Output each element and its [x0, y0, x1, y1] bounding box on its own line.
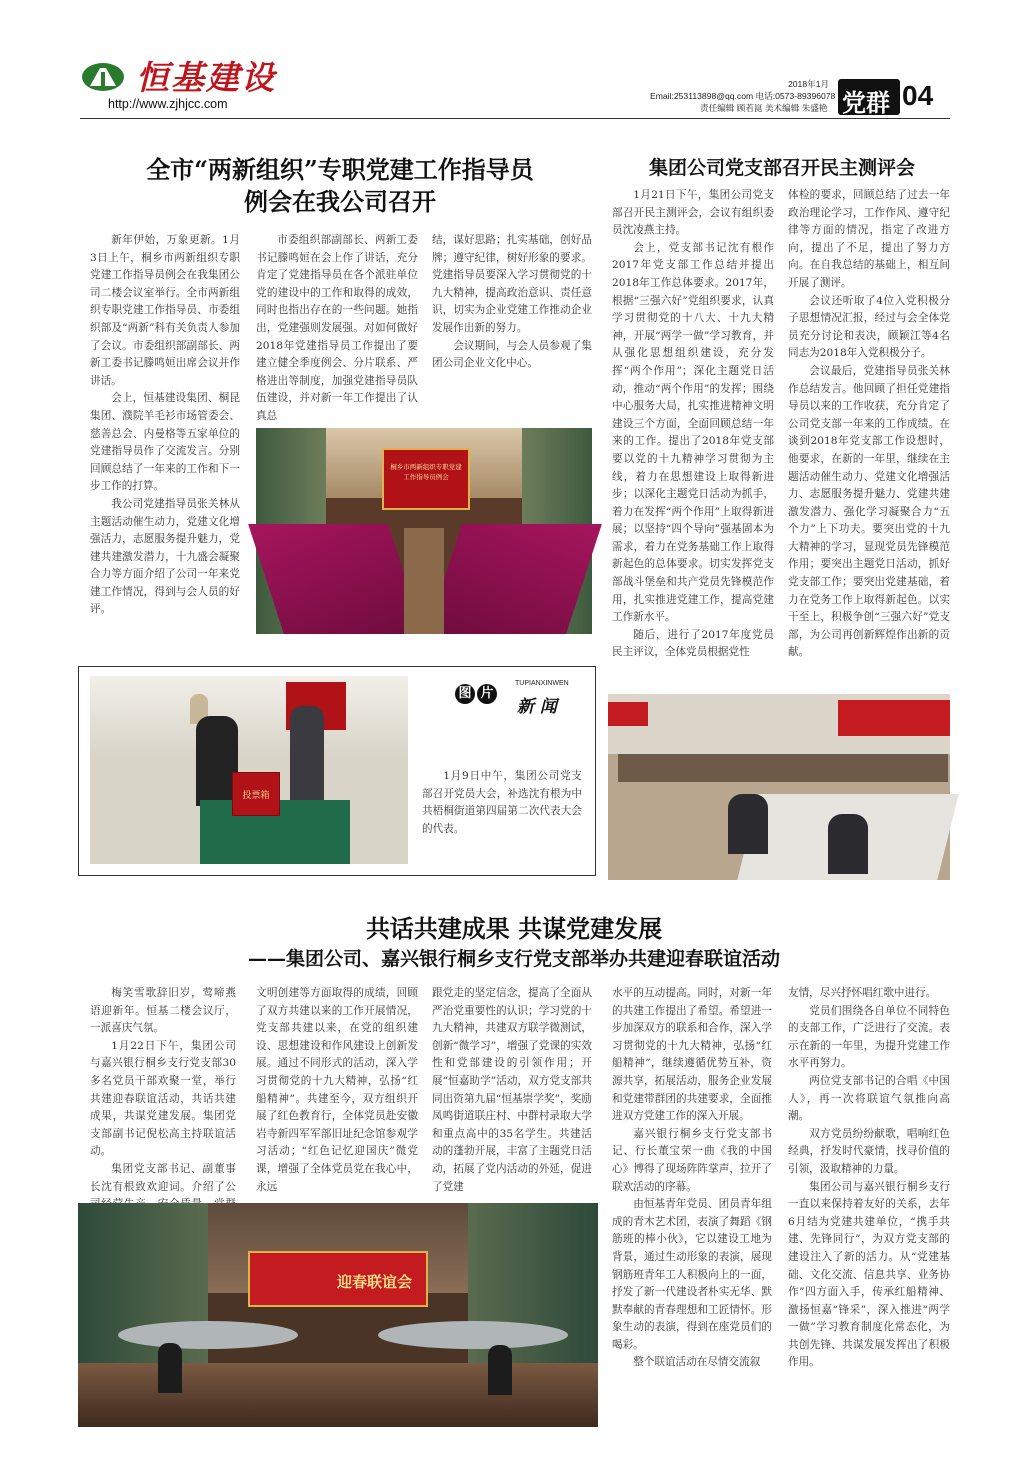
paragraph-continued: 水平的互动提高。同时，对新一年的共建工作提出了希望。希望进一步加深双方的联系和合作，深入学习贯彻党的十九大精神，弘扬“红船精神”，继续遵循优势互补，资源共享，拓展活动，服务企业发展和党建带群团的共建要求，全面推进双方党建工作的深入开展。: [612, 987, 772, 1123]
ballot-box: [232, 772, 280, 816]
paragraph: 整个联谊活动在尽情交流叙: [633, 1356, 761, 1369]
meeting-room-photo: [256, 428, 592, 634]
badge-char-1: 图: [455, 684, 475, 704]
badge-word: 新 闻: [517, 697, 557, 717]
masthead-url: http://www.zjhjcc.com: [108, 97, 228, 111]
company-logo-icon: [80, 60, 126, 94]
evaluation-meeting-photo: [608, 694, 950, 880]
paragraph: 集团公司与嘉兴银行桐乡支行一直以来保持着友好的关系，去年6月结为党建共建单位，“携手共建、先锋同行”，为双方党支部的建设注入了新的活力。从“党建基础、文化交流、信息共享、业务协作”四方面入手，传承红船精神、激扬恒嘉“锋采”，深入推进“两学一做”学习教育制度化常态化，为共创先锋、共谋发展发挥出了积极作用。: [788, 1180, 950, 1369]
article3-subtitle: ——集团公司、嘉兴银行桐乡支行党支部举办共建迎春联谊活动: [247, 948, 780, 970]
article3-title: 共话共建成果 共谋党建发展: [365, 914, 663, 943]
badge-char-2: 片: [477, 684, 497, 704]
article1-col3: [432, 232, 592, 422]
paragraph: 党员们围绕各自单位不同特色的支部工作，广泛进行了交流。表示在新的一年里，为提升党建工作水平再努力。: [788, 1004, 950, 1070]
meeting-banner: [382, 448, 470, 510]
article3-col5: [788, 985, 950, 1435]
paragraph: 会上，党支部书记沈有根作2017年党支部工作总结并提出2018年工作总体要求。2017年，根据“三强六好”党组织要求，认真学习贯彻党的十八大、十九大精神，开展“两学一做”学习教育，并从强化思想组织建设，充分发挥“两个作用”；深化主题党日活动，推动“两个作用”的发挥；围绕中心服务大局，扎实推进精神文明建设三个方面，全面回顾总结一年来的工作。提出了2018年党支部要以党的十九精神学习贯彻为主线，着力在思想建设上取得新进步；以深化主题党日活动为抓手，着力在发挥“两个作用”上取得新进展；以坚持“四个导向”强基固本为需求，着力在党务基础工作上取得新起色的总体要求。切实发挥党支部战斗堡垒和共产党员先锋模范作用，扎实推进党建工作，提高党建工作新水平。: [612, 241, 774, 624]
banquet-hall-photo: [78, 1203, 598, 1427]
photo-news-caption: [422, 768, 582, 848]
issue-date: 2018年1月: [788, 79, 830, 89]
paragraph: 会议最后，党建指导员张关林作总结发言。他回顾了担任党建指导员以来的工作收获，充分肯定了公司党支部一年来的工作成绩。在谈到2018年党支部工作设想时，他要求，在新的一年里，继续在主题活动催生动力、党建文化增强活力、志愿服务提升魅力、党建共建激发潜力、强化学习凝聚合力“五个力”上下功夫。要突出党的十九大精神的学习，显现党员先锋模范作用；要突出主题党日活动，抓好党支部工作；要突出党建基础，着力在党务工作上取得新起色。以实干至上，积极争创“三强六好”党支部，为公司再创新辉煌作出新的贡献。: [788, 364, 950, 659]
paragraph-continued: 友情，尽兴抒怀唱红歌中进行。: [788, 987, 937, 999]
photo-news-badge: [455, 680, 585, 716]
paragraph-continued: 结，谋好思路；扎实基础，创好品牌；遵守纪律，树好形象的要求。党建指导员要深入学习贯彻党的十九大精神，提高政治意识、责任意识，切实为企业党建工作推动企业发展作出新的努力。: [432, 234, 592, 334]
caption: 1月9日中午，集团公司党支部召开党员大会，补选沈有根为中共梧桐街道第四届第二次代表大会的代表。: [422, 770, 582, 835]
article3-col3: [432, 985, 592, 1197]
meeting-banner-text: 桐乡市两新组织专职党建工作指导员例会: [390, 463, 462, 481]
paragraph: 嘉兴银行桐乡支行党支部书记、行长董宝荣一曲《我的中国心》博得了现场阵阵掌声，拉开了联欢活动的序幕。: [612, 1127, 772, 1193]
ballot-box-label: 投票箱: [242, 791, 270, 801]
paragraph: 会议期间，与会人员参观了集团公司企业文化中心。: [432, 339, 592, 370]
paragraph: 市委组织部副部长、两新工委书记滕鸣姮在会上作了讲话，充分肯定了党建指导员在各个派驻单位党的建设中的工作和取得的成效，同时也指出存在的一些问题。她指出，党建强则发展强。对如何做好2018年党建指导员工作提出了要建立健全季度例会、分片联系、严格进出等制度，加强党建指导员队伍建设，并对新一年工作提出了认真总: [256, 234, 418, 422]
paragraph-continued: 跟党走的坚定信念，提高了全面从严治党重要性的认识；学习党的十九大精神，共建双方联学微测试，创新“微学习”，增强了党课的实效性和党部建设的引领作用；开展“恒嘉助学”活动，双方党支部共同出资第九届“恒基崇学奖”，奖励凤鸣街道联庄村、中群村录取大学和重点高中的35名学生。共建活动的蓬勃开展，丰富了主题党日活动，拓展了党内活动的外延，促进了党建: [432, 987, 592, 1193]
article1-title-line2: 例会在我公司召开: [244, 187, 436, 216]
paragraph: 1月21日下午，集团公司党支部召开民主测评会，会议有组织委员沈凌燕主持。: [612, 189, 774, 237]
paragraph: 集团党支部书记、副董事长沈有根致欢迎词。介绍了公: [90, 1162, 236, 1193]
article1-title-line1: 全市“两新组织”专职党建工作指导员: [146, 155, 534, 184]
paragraph: 随后，进行了2017年度党员民主评议，全体党员根据党性: [612, 628, 774, 659]
paragraph: 会上，恒基建设集团、桐昆集团、濮院羊毛衫市场管委会、慈善总会、内曼格等五家单位的党建指导员作了交流发言。分别回顾总结了一年来的工作和下一步工作的打算。: [90, 392, 240, 493]
article2-title: 集团公司党支部召开民主测评会: [648, 157, 915, 179]
section-name: 党群: [842, 89, 890, 117]
paragraph: 双方党员纷纷献歌，唱响红色经典，抒发时代豪情，找寻价值的引领，汲取精神的力量。: [788, 1127, 950, 1175]
masthead: [80, 52, 950, 122]
article2-col2: [788, 187, 950, 687]
paragraph: 两位党支部书记的合唱《中国人》，再一次将联谊气氛推向高潮。: [788, 1074, 950, 1123]
paragraph-continued: 体检的要求，回顾总结了过去一年政治理论学习，工作作风、遵守纪律等方面的情况，指定了改进方向，提出了不足，提出了努力方向。在自我总结的基础上，相互间开展了测评。: [788, 189, 950, 289]
article3-col4: [612, 985, 772, 1435]
masthead-rule: [80, 118, 950, 119]
article2-col1: [612, 187, 774, 687]
paragraph: 新年伊始，万象更新。1月3日上午，桐乡市两新组织专职党建工作指导员例会在我集团公司二楼会议室举行。全市两新组织专职党建工作指导员、市委组织部及“两新”科有关负责人参加了会议。市委组织部副部长、两新工委书记滕鸣姮出席会议并作讲话。: [90, 234, 240, 387]
paragraph: 我公司党建指导员张关林从主题活动催生动力，党建文化增强活力，志愿服务提升魅力，党建共建激发潜力，十九盛会凝聚合力等方面介绍了公司一年来党建工作情况，得到与会人员的好评。: [90, 497, 240, 616]
article3-col1: [90, 985, 236, 1197]
masthead-title: 恒基建设: [136, 58, 276, 97]
paragraph: 由恒基青年党员、团员青年组成的青木艺术团，表演了舞蹈《钢筋班的棒小伙》，它以建设工地为背景，通过生动形象的表演，展现钢筋班青年工人积极向上的一面，抒发了新一代建设者朴实无华、默默奉献的青春理想和工匠情怀。形象生动的表演，得到在座党员们的喝彩。: [612, 1198, 772, 1351]
editor-credits: 责任编辑 顾若崑 美术编辑 朱盛艳: [700, 103, 828, 113]
hall-banner-text: 迎春联谊会: [336, 1273, 412, 1291]
paragraph: 1月22日下午，集团公司与嘉兴银行桐乡支行党支部30多名党员干部欢聚一堂，举行共建迎春联谊活动，共话共建成果，共谋党建发展。集团党支部副书记倪松高主持联谊活动。: [90, 1039, 236, 1158]
article1-col1: [90, 232, 240, 632]
article3-col2: [256, 985, 418, 1197]
badge-pinyin: TUPIANXINWEN: [515, 680, 569, 687]
article1-col2: [256, 232, 418, 422]
ballot-photo: [90, 676, 408, 864]
page-number: 04: [902, 80, 934, 111]
paragraph: 会议还听取了4位入党积极分子思想情况汇报，经过与会全体党员充分讨论和表决，顾颖江等4名同志为2018年入党积极分子。: [788, 294, 950, 360]
paragraph: 梅笑雪歌辞旧岁，莺啼燕语迎新年。恒基二楼会议厅，一派喜庆气氛。: [90, 987, 236, 1035]
contact-info: Email:253113898@qq.com 电话:0573-89396078: [650, 91, 836, 101]
paragraph-continued: 文明创建等方面取得的成绩，回顾了双方共建以来的工作开展情况，党支部共建以来，在党的组织建设、思想建设和作风建设上创新发展。通过不同形式的活动，深入学习贯彻党的十九大精神，弘扬“红船精神”。共建至今，双方组织开展了红色教育行，全体党员赴安徽岩寺新四军军部旧址纪念馆参观学习活动；“红色记忆迎国庆”微党课，增强了全体党员党在我心中，永远: [256, 987, 418, 1193]
